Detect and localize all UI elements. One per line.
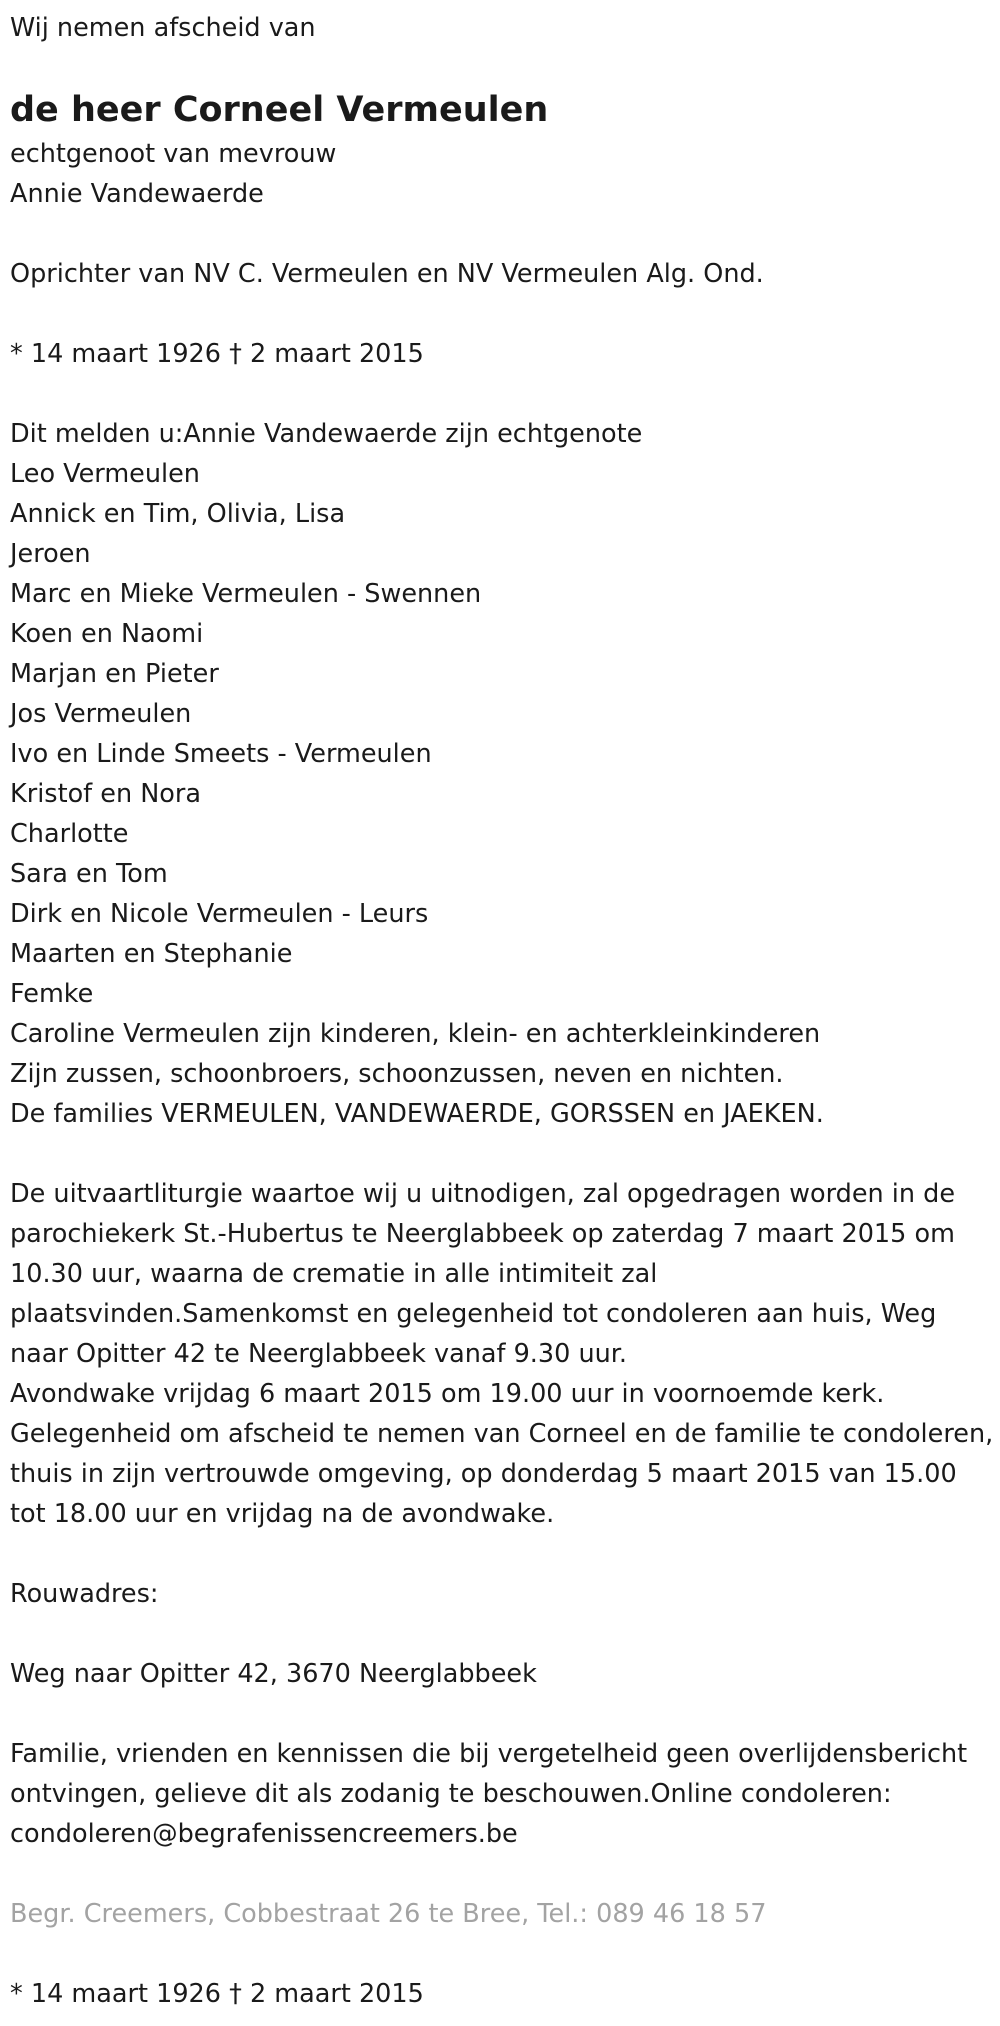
spacer <box>10 294 1000 334</box>
family-list <box>10 414 1000 1134</box>
family-line: Jos Vermeulen <box>10 699 192 729</box>
funeral-paragraph: De uitvaartliturgie waartoe wij u uitnodigen, zal opgedragen worden in de parochiekerk St.-Hubertus te Neerglabbeek op zaterdag 7 maart 2015 om 10.30 uur, waarna de crematie in alle intimiteit zal plaatsvinden.Samenkomst en gelegenheid tot condoleren aan huis, Weg naar Opitter 42 te Neerglabbeek vanaf 9.30 uur. <box>10 1179 956 1369</box>
family-line: Femke <box>10 979 94 1009</box>
family-line: Dirk en Nicole Vermeulen - Leurs <box>10 899 429 929</box>
life-dates-footer: * 14 maart 1926 † 2 maart 2015 <box>10 1979 424 2009</box>
spacer <box>10 374 1000 414</box>
spouse-line: echtgenoot van mevrouw <box>10 139 337 169</box>
spacer <box>10 1614 1000 1654</box>
family-line: Kristof en Nora <box>10 779 202 809</box>
family-line: Caroline Vermeulen zijn kinderen, klein- en achterkleinkinderen <box>10 1019 821 1049</box>
family-line: Ivo en Linde Smeets - Vermeulen <box>10 739 432 769</box>
spouse-name: Annie Vandewaerde <box>10 179 264 209</box>
family-line: Leo Vermeulen <box>10 459 200 489</box>
farewell-paragraph: Gelegenheid om afscheid te nemen van Corneel en de familie te condoleren, thuis in zijn vertrouwde omgeving, op donderdag 5 maart 2015 van 15.00 tot 18.00 uur en vrijdag na de avondwake. <box>10 1419 994 1529</box>
spacer <box>10 1934 1000 1974</box>
intro-text: Wij nemen afscheid van <box>10 13 316 43</box>
wake-paragraph: Avondwake vrijdag 6 maart 2015 om 19.00 uur in voornoemde kerk. <box>10 1379 885 1409</box>
family-line: Marjan en Pieter <box>10 659 219 689</box>
spacer <box>10 1854 1000 1894</box>
family-line: De families VERMEULEN, VANDEWAERDE, GORSSEN en JAEKEN. <box>10 1099 824 1129</box>
family-line: Maarten en Stephanie <box>10 939 293 969</box>
family-line: Zijn zussen, schoonbroers, schoonzussen, neven en nichten. <box>10 1059 784 1089</box>
family-line: Annick en Tim, Olivia, Lisa <box>10 499 346 529</box>
spacer <box>10 1134 1000 1174</box>
address-label: Rouwadres: <box>10 1579 159 1609</box>
spacer <box>10 214 1000 254</box>
spacer <box>10 1694 1000 1734</box>
life-dates: * 14 maart 1926 † 2 maart 2015 <box>10 339 424 369</box>
closing-paragraph: Familie, vrienden en kennissen die bij vergetelheid geen overlijdensbericht ontvingen, gelieve dit als zodanig te beschouwen.Online condoleren: condoleren@begrafenissencreemers.be <box>10 1739 968 1849</box>
family-line: Charlotte <box>10 819 129 849</box>
spacer <box>10 1534 1000 1574</box>
founder-text: Oprichter van NV C. Vermeulen en NV Vermeulen Alg. Ond. <box>10 259 764 289</box>
family-line: Koen en Naomi <box>10 619 204 649</box>
undertaker-info: Begr. Creemers, Cobbestraat 26 te Bree, Tel.: 089 46 18 57 <box>10 1899 767 1929</box>
family-line: Jeroen <box>10 539 91 569</box>
family-line: Sara en Tom <box>10 859 168 889</box>
family-line: Marc en Mieke Vermeulen - Swennen <box>10 579 482 609</box>
family-line: Dit melden u:Annie Vandewaerde zijn echtgenote <box>10 419 643 449</box>
deceased-name: de heer Corneel Vermeulen <box>10 90 549 130</box>
address-text: Weg naar Opitter 42, 3670 Neerglabbeek <box>10 1659 537 1689</box>
